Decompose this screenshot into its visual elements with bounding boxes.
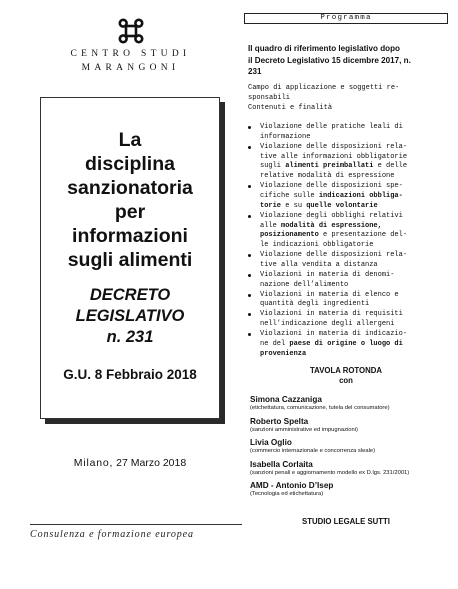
bullet-icon bbox=[248, 333, 251, 336]
intro-title-line: Il quadro di riferimento legislativo dopo bbox=[248, 44, 400, 53]
program-topic-item bbox=[246, 271, 452, 291]
program-topic-line bbox=[260, 192, 452, 202]
bullet-icon bbox=[248, 313, 251, 316]
program-topic-text: alle bbox=[260, 221, 282, 230]
organizer-firm: STUDIO LEGALE SUTTI bbox=[302, 517, 390, 526]
program-topic-line bbox=[260, 231, 452, 241]
program-topic-text: modalità di espressione, bbox=[281, 221, 382, 230]
program-topic-line bbox=[260, 281, 452, 291]
program-topic-text: cifiche sulle bbox=[260, 191, 319, 200]
program-topic-line bbox=[260, 350, 452, 360]
program-topic-text: ne del bbox=[260, 340, 290, 349]
program-topic-item bbox=[246, 330, 452, 359]
logo-line-2: MARANGONI bbox=[81, 63, 180, 73]
intro-title-line: 231 bbox=[248, 67, 262, 76]
round-table-with: con bbox=[339, 376, 353, 385]
speaker-role: (commercio internazionale e concorrenza sleale) bbox=[250, 448, 376, 454]
program-topic-line bbox=[260, 320, 452, 330]
program-topic-line bbox=[260, 182, 452, 192]
bullet-icon bbox=[248, 146, 251, 149]
round-table-title: TAVOLA ROTONDA bbox=[309, 366, 383, 375]
bullet-icon bbox=[248, 254, 251, 257]
program-topic-text: Violazione delle disposizioni spe- bbox=[260, 182, 403, 191]
title-line: sanzionatoria bbox=[67, 177, 193, 199]
program-topic-line bbox=[260, 143, 452, 153]
program-topic-list bbox=[246, 123, 452, 360]
intro-subtitle-line: Contenuti e finalità bbox=[248, 103, 333, 112]
intro-subtitle-line: Campo di applicazione e soggetti re- bbox=[248, 84, 400, 92]
bullet-icon bbox=[248, 274, 251, 277]
program-topic-line bbox=[260, 172, 452, 182]
program-topic-line bbox=[260, 310, 452, 320]
program-topic-text: quelle volontarie bbox=[306, 201, 378, 210]
program-topic-line bbox=[260, 162, 452, 172]
decree-line: DECRETO bbox=[89, 286, 171, 304]
program-topic-text: e delle bbox=[373, 162, 408, 171]
intro-subtitle-line: sponsabili bbox=[248, 93, 291, 102]
program-topic-text: Violazione degli obblighi relativi bbox=[260, 211, 403, 220]
program-topic-text: nell’indicazione degli allergeni bbox=[260, 320, 395, 329]
program-topic-line bbox=[260, 330, 452, 340]
program-topic-text: paese di origine o luogo di bbox=[289, 340, 403, 349]
speaker-list bbox=[250, 394, 450, 502]
speaker-name: AMD - Antonio D’Isep bbox=[250, 481, 334, 490]
program-topic-text: torie bbox=[260, 201, 282, 210]
program-topic-text: relative modalità di espressione bbox=[260, 172, 395, 181]
footer-tagline: Consulenza e formazione europea bbox=[30, 529, 194, 540]
bullet-icon bbox=[248, 185, 251, 188]
program-topic-text: Violazioni in materia di denomi- bbox=[260, 270, 395, 279]
program-topic-item bbox=[246, 123, 452, 143]
speaker-name: Simona Cazzaniga bbox=[250, 395, 322, 404]
bullet-icon bbox=[248, 215, 251, 218]
decree-line: n. 231 bbox=[106, 328, 154, 346]
program-topic-line bbox=[260, 123, 452, 133]
program-topic-line bbox=[260, 261, 452, 271]
program-topic-line bbox=[260, 291, 452, 301]
program-topic-item bbox=[246, 143, 452, 182]
decree-line: LEGISLATIVO bbox=[75, 307, 185, 325]
program-topic-text: Violazione delle disposizioni rela- bbox=[260, 251, 408, 260]
program-topic-line bbox=[260, 133, 452, 143]
program-topic-text: le indicazioni obbligatorie bbox=[260, 241, 374, 250]
speaker-role: (sanzioni amministrative ed impugnazioni) bbox=[250, 426, 358, 433]
program-topic-text: Violazioni in materia di indicazio- bbox=[260, 330, 408, 339]
title-line: disciplina bbox=[85, 153, 175, 175]
program-topic-text: nazione dell’alimento bbox=[260, 280, 349, 289]
program-topic-text: Violazioni in materia di elenco e bbox=[260, 290, 399, 299]
program-topic-text: posizionamento bbox=[260, 231, 319, 240]
program-topic-text: Violazioni in materia di requisiti bbox=[260, 310, 403, 319]
program-topic-line bbox=[260, 153, 452, 163]
program-topic-text: alimenti preimballati bbox=[285, 162, 374, 171]
speaker-name: Livia Oglio bbox=[250, 438, 292, 447]
gazette-date: G.U. 8 Febbraio 2018 bbox=[63, 367, 197, 382]
speaker-role: (Tecnologia ed etichettatura) bbox=[250, 491, 324, 497]
speaker-name: Isabella Corlaita bbox=[250, 459, 313, 469]
event-day: 27 Marzo 2018 bbox=[116, 457, 187, 469]
program-topic-item bbox=[246, 310, 452, 330]
program-topic-line bbox=[260, 212, 452, 222]
program-topic-line bbox=[260, 300, 452, 310]
program-topic-line bbox=[260, 202, 452, 212]
event-city: Milano, bbox=[73, 457, 114, 469]
program-topic-text: e presentazione del- bbox=[318, 231, 408, 240]
title-line: informazioni bbox=[72, 225, 188, 247]
program-topic-line bbox=[260, 241, 452, 251]
program-topic-text: quantità degli ingredienti bbox=[260, 300, 370, 309]
logo-line-1: CENTRO STUDI bbox=[70, 49, 191, 59]
program-topic-text: Violazione delle pratiche leali di bbox=[260, 123, 403, 131]
program-topic-line bbox=[260, 340, 452, 350]
program-topic-line bbox=[260, 222, 452, 232]
program-topic-item bbox=[246, 182, 452, 211]
speaker-name: Roberto Spelta bbox=[250, 416, 309, 426]
event-date bbox=[40, 457, 220, 469]
title-line: per bbox=[114, 201, 146, 223]
program-header: Programma bbox=[244, 13, 448, 24]
program-topic-item bbox=[246, 212, 452, 251]
intro-title bbox=[248, 43, 448, 78]
title-line: La bbox=[118, 129, 142, 151]
intro-title-line: il Decreto Legislativo 15 dicembre 2017, n. bbox=[248, 55, 411, 65]
footer-divider bbox=[30, 524, 242, 525]
program-topic-text: tive alle informazioni obbligatorie bbox=[260, 152, 408, 161]
looped-square-icon bbox=[118, 18, 144, 44]
program-topic-text: sugli bbox=[260, 162, 286, 171]
program-topic-item bbox=[246, 291, 452, 311]
speaker-role: (sanzioni penali e aggiornamento modello ex D.lgs. 231/2001) bbox=[250, 469, 410, 476]
bullet-icon bbox=[248, 294, 251, 297]
program-topic-line bbox=[260, 251, 452, 261]
program-topic-item bbox=[246, 251, 452, 271]
program-topic-text: e su bbox=[281, 201, 307, 210]
program-topic-text: Violazione delle disposizioni rela- bbox=[260, 142, 408, 151]
speaker-role: (etichettatura, comunicazione, tutela del consumatore) bbox=[250, 405, 390, 411]
bullet-icon bbox=[248, 126, 251, 129]
program-topic-line bbox=[260, 271, 452, 281]
program-topic-text: indicazioni obbliga- bbox=[318, 191, 403, 200]
program-topic-text: tive alla vendita a distanza bbox=[260, 260, 378, 269]
program-topic-text: informazione bbox=[260, 132, 311, 141]
title-box bbox=[40, 97, 220, 419]
title-line: sugli alimenti bbox=[67, 249, 193, 271]
program-topic-text: provenienza bbox=[260, 349, 307, 358]
intro-subtitle bbox=[248, 84, 448, 113]
